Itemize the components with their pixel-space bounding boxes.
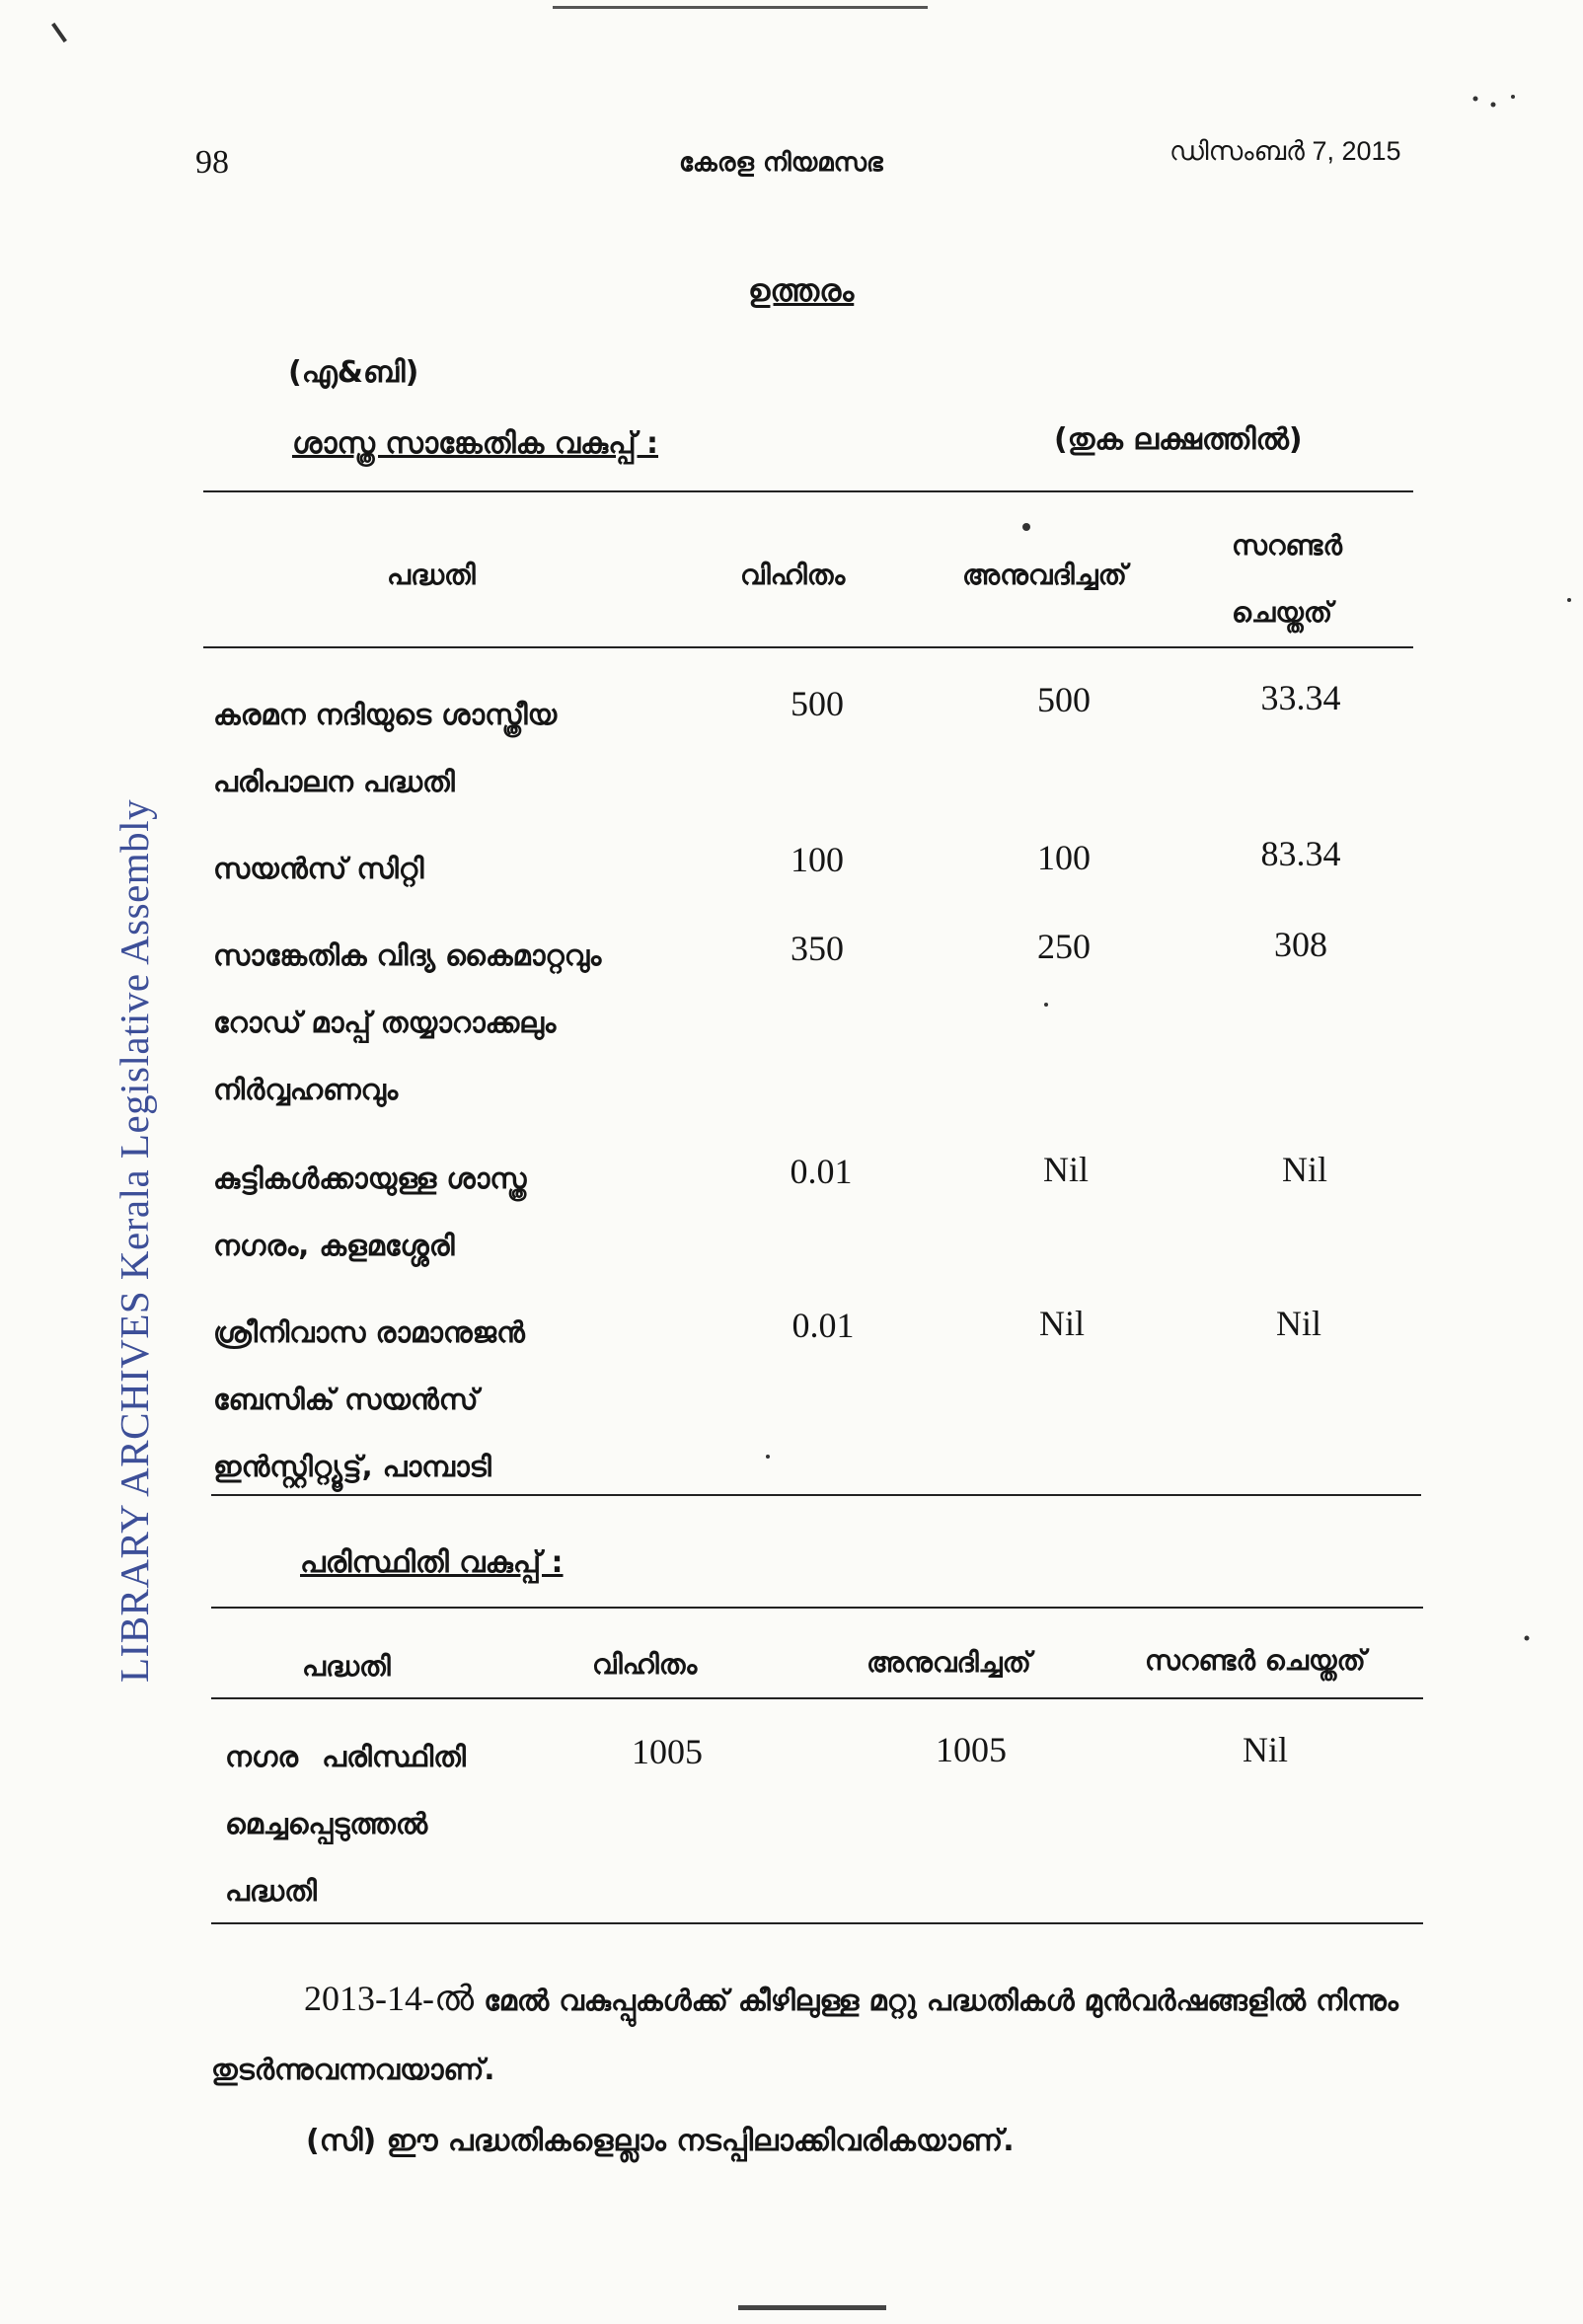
- column-header-surrendered: സറണ്ടർ ചെയ്തത്: [1145, 1644, 1366, 1677]
- table-cell-surrendered: 33.34: [1260, 678, 1341, 717]
- table-cell-surrendered: 308: [1274, 925, 1327, 964]
- column-header-allotted: വിഹിതം: [740, 559, 846, 591]
- running-title: കേരള നിയമസഭ: [679, 148, 883, 178]
- table-cell-surrendered: Nil: [1275, 1304, 1321, 1343]
- table-row-scheme: നഗര പരിസ്ഥിതി മെച്ചപ്പെടുത്തൽ പദ്ധതി: [225, 1740, 466, 1908]
- table-row-scheme: കരമന നദിയുടെ ശാസ്ത്രീയ പരിപാലന പദ്ധതി: [213, 698, 558, 798]
- table-row-scheme: ശ്രീനിവാസ രാമാനുജൻ ബേസിക് സയൻസ് ഇൻസ്റ്റിറ്റ്യൂട്ട്, പാമ്പാടി: [213, 1315, 525, 1483]
- department-heading-environment: പരിസ്ഥിതി വകുപ്പ് :: [300, 1545, 564, 1580]
- table-cell-sanctioned: 250: [1037, 927, 1091, 966]
- table-cell-allotted: 350: [791, 929, 844, 968]
- part-c-answer: (സി) ഈ പദ്ധതികളെല്ലാം നടപ്പിലാക്കിവരികയാണ്.: [306, 2124, 1015, 2158]
- table-cell-sanctioned: Nil: [1042, 1150, 1089, 1189]
- table-cell-sanctioned: 1005: [936, 1730, 1007, 1769]
- paragraph-text: മേൽ വകുപ്പുകൾക്ക് കീഴിലുള്ള മറ്റു പദ്ധതികൾ മുൻവർഷങ്ങളിൽ നിന്നും തുടർന്നുവന്നവയാണ്.: [211, 1984, 1398, 2086]
- running-date: ഡിസംബർ 7, 2015: [1169, 136, 1401, 166]
- table-cell-sanctioned: 500: [1037, 680, 1091, 719]
- table-row-scheme: സാങ്കേതിക വിദ്യ കൈമാറ്റവും റോഡ് മാപ്പ് തയ്യാറാക്കലും നിർവ്വഹണവും: [213, 938, 602, 1106]
- table-cell-allotted: 0.01: [792, 1306, 855, 1345]
- column-header-scheme: പദ്ധതി: [387, 559, 476, 591]
- table-cell-surrendered: Nil: [1242, 1730, 1288, 1769]
- table-cell-sanctioned: Nil: [1038, 1304, 1085, 1343]
- table-cell-surrendered: 83.34: [1260, 834, 1341, 873]
- year-reference: 2013-14-ൽ: [304, 1979, 475, 2018]
- column-header-scheme: പദ്ധതി: [302, 1650, 391, 1683]
- column-header-surrendered-line2: ചെയ്തത്: [1232, 596, 1333, 629]
- table-row-scheme: കുട്ടികൾക്കായുള്ള ശാസ്ത്ര നഗരം, കളമശ്ശേരി: [213, 1162, 527, 1262]
- amount-unit-note: (തുക ലക്ഷത്തിൽ): [1054, 422, 1303, 457]
- column-header-allotted: വിഹിതം: [592, 1648, 698, 1681]
- answer-heading: ഉത്തരം: [748, 273, 855, 309]
- table-cell-allotted: 1005: [632, 1732, 703, 1771]
- column-header-surrendered: സറണ്ടർ: [1232, 529, 1342, 562]
- part-label: (എ&ബി): [288, 355, 419, 390]
- table-cell-allotted: 0.01: [790, 1152, 853, 1191]
- table-cell-allotted: 100: [791, 840, 844, 879]
- table-cell-sanctioned: 100: [1037, 838, 1091, 877]
- column-header-sanctioned: അനുവദിച്ചത്: [867, 1646, 1031, 1679]
- department-heading-science-tech: ശാസ്ത്ര സാങ്കേതിക വകുപ്പ് :: [292, 426, 658, 461]
- page-number: 98: [195, 144, 229, 181]
- table-cell-surrendered: Nil: [1281, 1150, 1327, 1189]
- archive-watermark: LIBRARY ARCHIVES Kerala Legislative Assembly: [112, 798, 157, 1683]
- table-row-scheme: സയൻസ് സിറ്റി: [213, 852, 424, 885]
- column-header-sanctioned: അനുവദിച്ചത്: [962, 559, 1127, 591]
- table-cell-allotted: 500: [791, 684, 844, 723]
